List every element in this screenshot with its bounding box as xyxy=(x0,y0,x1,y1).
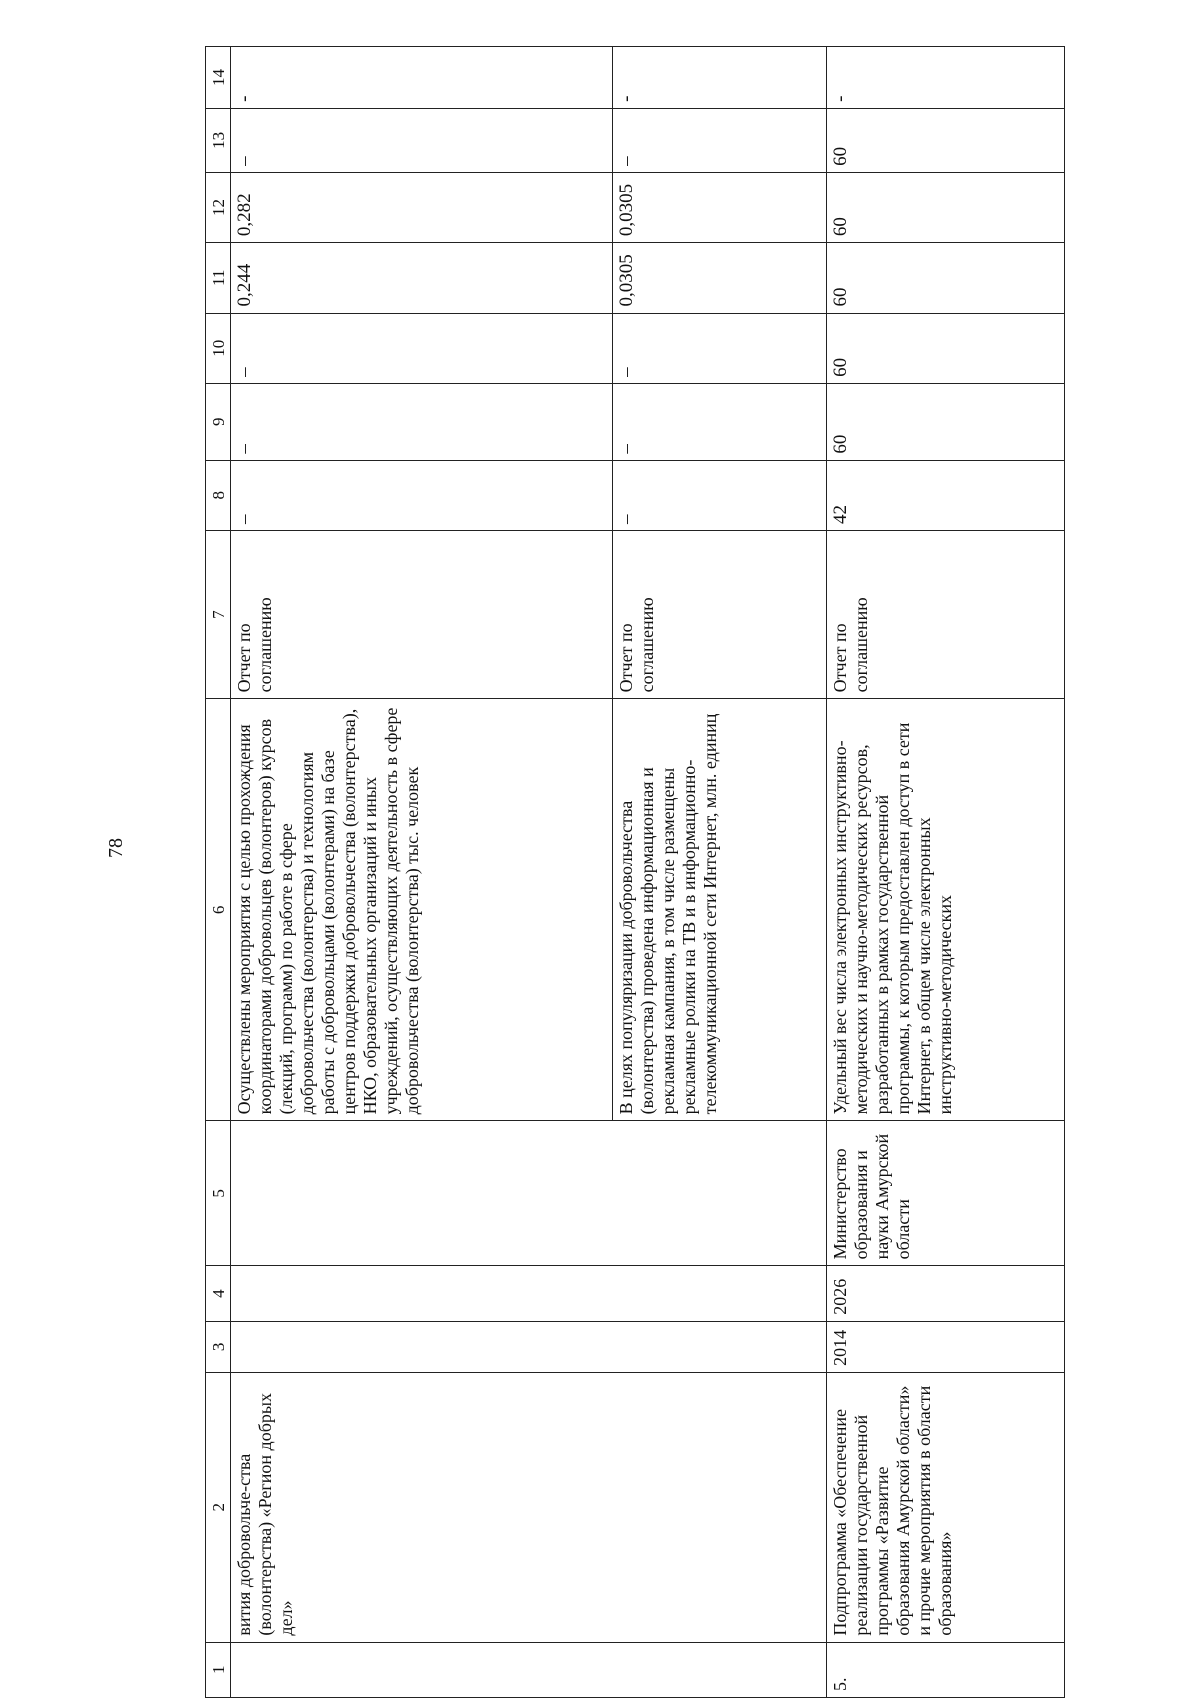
col-header-12: 12 xyxy=(206,172,231,242)
col-header-11: 11 xyxy=(206,243,231,313)
cell-value-12: 60 xyxy=(827,172,1065,242)
cell-end-year xyxy=(231,1266,613,1321)
col-header-10: 10 xyxy=(206,313,231,383)
col-header-2: 2 xyxy=(206,1372,231,1642)
cell-source: Отчет по соглашению xyxy=(613,530,827,698)
cell-value-9: – xyxy=(613,383,827,460)
col-header-9: 9 xyxy=(206,383,231,460)
col-header-1: 1 xyxy=(206,1642,231,1697)
col-header-4: 4 xyxy=(206,1266,231,1321)
cell-indicator: Осуществлены мероприятия с целью прохождения координаторами добровольцев (волонтеров) курсов (лекций, программ) по работе в сфере добровольчества (волонтерства) и технологиям работы с добровольцами (волонтерами) на базе центров поддержки добровольчества (волонтерства), НКО, образовательных организаций и иных учреждений, осуществляющих деятельность в сфере добровольчества (волонтерства) тыс. человек xyxy=(231,699,613,1121)
cell-value-8: 42 xyxy=(827,460,1065,530)
cell-program-name: вития добровольче-ства (волонтерства) «Регион добрых дел» xyxy=(231,1372,613,1642)
cell-value-11: 60 xyxy=(827,243,1065,313)
cell-responsible xyxy=(613,1121,827,1266)
cell-value-11: 0,0305 xyxy=(613,243,827,313)
cell-start-year xyxy=(231,1321,613,1372)
cell-source: Отчет по соглашению xyxy=(231,530,613,698)
cell-number xyxy=(613,1642,827,1697)
cell-value-11: 0,244 xyxy=(231,243,613,313)
cell-number: 5. xyxy=(827,1642,1065,1697)
table-row xyxy=(613,47,827,1698)
cell-responsible xyxy=(231,1121,613,1266)
col-header-8: 8 xyxy=(206,460,231,530)
cell-value-13: – xyxy=(613,108,827,172)
header-row xyxy=(206,47,231,1698)
cell-value-8: – xyxy=(613,460,827,530)
cell-value-14: - xyxy=(613,47,827,109)
cell-program-name: Подпрограмма «Обеспечение реализации государственной программы «Развитие образования Амурской области» и прочие мероприятия в области образования» xyxy=(827,1372,1065,1642)
cell-responsible: Министерство образования и науки Амурской области xyxy=(827,1121,1065,1266)
cell-value-9: 60 xyxy=(827,383,1065,460)
col-header-5: 5 xyxy=(206,1121,231,1266)
cell-indicator: В целях популяризации добровольчества (волонтерства) проведена информационная и рекламная кампания, в том числе размещены рекламные ролики на ТВ и в информационно-телекоммуникационной сети Интернет, млн. единиц xyxy=(613,699,827,1121)
cell-value-10: 60 xyxy=(827,313,1065,383)
cell-end-year: 2026 xyxy=(827,1266,1065,1321)
cell-number xyxy=(231,1642,613,1697)
cell-value-12: 0,282 xyxy=(231,172,613,242)
cell-value-9: – xyxy=(231,383,613,460)
cell-source: Отчет по соглашению xyxy=(827,530,1065,698)
table-row xyxy=(827,47,1065,1698)
table-row xyxy=(231,47,613,1698)
cell-value-12: 0,0305 xyxy=(613,172,827,242)
cell-value-10: – xyxy=(613,313,827,383)
cell-value-14: - xyxy=(231,47,613,109)
cell-start-year: 2014 xyxy=(827,1321,1065,1372)
cell-end-year xyxy=(613,1266,827,1321)
col-header-3: 3 xyxy=(206,1321,231,1372)
cell-value-10: – xyxy=(231,313,613,383)
cell-value-13: 60 xyxy=(827,108,1065,172)
cell-program-name xyxy=(613,1372,827,1642)
cell-indicator: Удельный вес числа электронных инструктивно-методических и научно-методических ресурсов, разработанных в рамках государственной программы, к которым предоставлен доступ в сети Интернет, в общем числе электронных инструктивно-методических xyxy=(827,699,1065,1121)
data-table xyxy=(205,46,1063,1698)
col-header-14: 14 xyxy=(206,47,231,109)
cell-value-8: – xyxy=(231,460,613,530)
col-header-7: 7 xyxy=(206,530,231,698)
cell-start-year xyxy=(613,1321,827,1372)
col-header-13: 13 xyxy=(206,108,231,172)
col-header-6: 6 xyxy=(206,699,231,1121)
cell-value-14: - xyxy=(827,47,1065,109)
page-number: 78 xyxy=(105,838,127,858)
cell-value-13: – xyxy=(231,108,613,172)
